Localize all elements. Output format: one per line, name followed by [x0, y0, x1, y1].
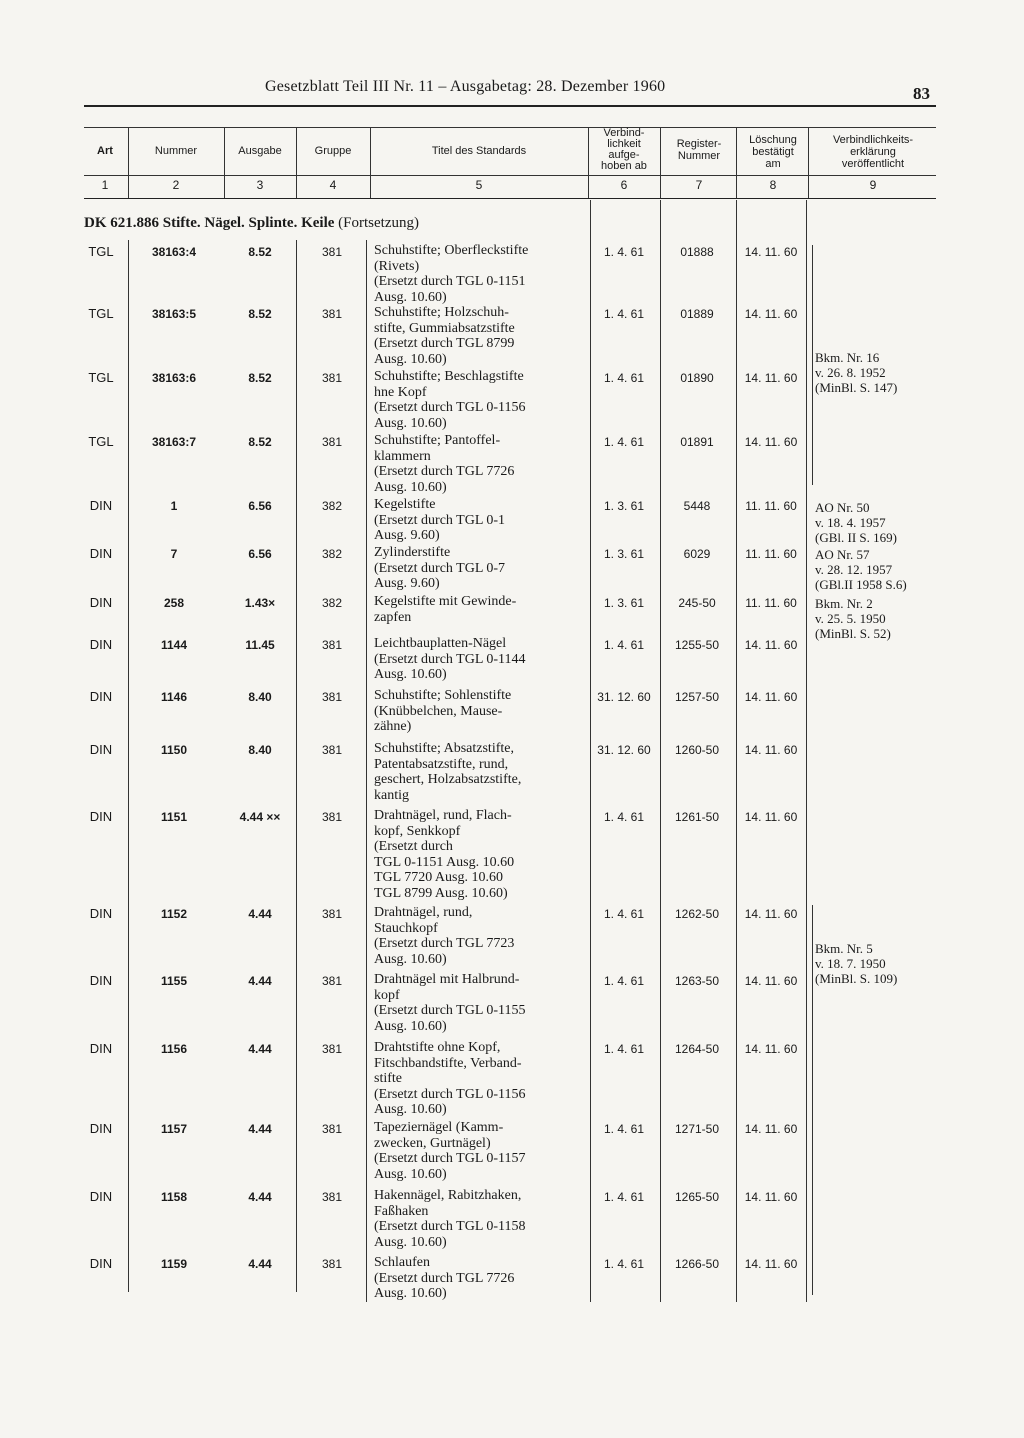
column-number: 4 — [329, 178, 337, 192]
row-gruppe: 381 — [321, 1190, 343, 1204]
row-register-nummer: 5448 — [683, 499, 711, 513]
row-aufgehoben-ab: 1. 4. 61 — [603, 1190, 645, 1204]
row-gruppe: 381 — [321, 1122, 343, 1136]
row-gruppe: 381 — [321, 743, 343, 757]
row-aufgehoben-ab: 1. 4. 61 — [603, 638, 645, 652]
row-register-nummer: 01889 — [680, 307, 714, 321]
row-titel: Schuhstifte; Sohlenstifte (Knübbelchen, Mause- zähne) — [374, 688, 512, 734]
row-gruppe: 381 — [321, 435, 343, 449]
group-brace — [812, 245, 813, 485]
row-aufgehoben-ab: 1. 4. 61 — [603, 810, 645, 824]
row-art: TGL — [88, 306, 114, 321]
row-gruppe: 381 — [321, 1257, 343, 1271]
row-gruppe: 382 — [321, 596, 343, 610]
row-loeschung: 14. 11. 60 — [744, 1257, 798, 1271]
row-aufgehoben-ab: 1. 4. 61 — [603, 307, 645, 321]
row-register-nummer: 1255-50 — [674, 638, 720, 652]
row-nummer: 38163:4 — [151, 245, 197, 259]
row-ausgabe: 4.44 — [248, 1042, 272, 1056]
row-register-nummer: 1265-50 — [674, 1190, 720, 1204]
column-number: 6 — [620, 178, 628, 192]
row-loeschung: 14. 11. 60 — [744, 1122, 798, 1136]
row-ausgabe: 4.44 ×× — [239, 810, 281, 824]
row-art: DIN — [89, 1189, 113, 1204]
row-loeschung: 11. 11. 60 — [745, 499, 797, 513]
row-nummer: 38163:5 — [151, 307, 197, 321]
row-register-nummer: 6029 — [683, 547, 711, 561]
header-gruppe: Gruppe — [314, 145, 352, 157]
row-register-nummer: 01890 — [680, 371, 714, 385]
row-nummer: 1156 — [160, 1042, 188, 1056]
col-divider — [588, 127, 589, 198]
row-nummer: 38163:6 — [151, 371, 197, 385]
row-aufgehoben-ab: 31. 12. 60 — [597, 743, 651, 757]
header-rule — [84, 105, 936, 107]
row-loeschung: 11. 11. 60 — [745, 547, 797, 561]
row-titel: Drahtstifte ohne Kopf, Fitschbandstifte, Verband- stifte (Ersetzt durch TGL 0-1156 Ausg. 10.60) — [374, 1040, 526, 1117]
row-gruppe: 381 — [321, 974, 343, 988]
header-nummer: Nummer — [154, 145, 198, 157]
row-loeschung: 14. 11. 60 — [744, 435, 798, 449]
row-ausgabe: 11.45 — [245, 638, 275, 652]
header-titel: Titel des Standards — [431, 145, 527, 157]
column-number: 2 — [172, 178, 180, 192]
row-register-nummer: 1263-50 — [674, 974, 720, 988]
row-titel: Kegelstifte (Ersetzt durch TGL 0-1 Ausg. 9.60) — [374, 497, 506, 543]
note-bkm-16: Bkm. Nr. 16 v. 26. 8. 1952 (MinBl. S. 147) — [815, 350, 898, 395]
row-nummer: 1150 — [160, 743, 188, 757]
header-loeschung: Löschung bestätigt am — [749, 134, 797, 170]
row-aufgehoben-ab: 1. 4. 61 — [603, 435, 645, 449]
note-ao-50: AO Nr. 50 v. 18. 4. 1957 (GBl. II S. 169) — [815, 500, 897, 545]
row-titel: Schuhstifte; Beschlagstifte hne Kopf (Ersetzt durch TGL 0-1156 Ausg. 10.60) — [374, 369, 526, 431]
header-verbindlichkeitserklaerung: Verbindlichkeits- erklärung veröffentlicht — [832, 134, 914, 170]
header-art: Art — [97, 145, 113, 157]
row-art: DIN — [89, 906, 113, 921]
row-loeschung: 14. 11. 60 — [744, 371, 798, 385]
row-ausgabe: 8.52 — [248, 435, 272, 449]
row-nummer: 7 — [170, 547, 178, 561]
col-divider — [128, 127, 129, 198]
header-register: Register- Nummer — [676, 138, 722, 162]
row-aufgehoben-ab: 1. 4. 61 — [603, 1122, 645, 1136]
row-gruppe: 381 — [321, 690, 343, 704]
note-bkm-5: Bkm. Nr. 5 v. 18. 7. 1950 (MinBl. S. 109) — [815, 941, 898, 986]
row-titel: Tapeziernägel (Kamm- zwecken, Gurtnägel) (Ersetzt durch TGL 0-1157 Ausg. 10.60) — [374, 1120, 526, 1182]
row-loeschung: 11. 11. 60 — [745, 596, 797, 610]
row-gruppe: 381 — [321, 638, 343, 652]
row-ausgabe: 4.44 — [248, 1257, 272, 1271]
row-aufgehoben-ab: 31. 12. 60 — [597, 690, 651, 704]
body-col-divider — [128, 240, 129, 1292]
row-nummer: 258 — [163, 596, 185, 610]
row-titel: Drahtnägel mit Halbrund- kopf (Ersetzt durch TGL 0-1155 Ausg. 10.60) — [374, 972, 526, 1034]
row-register-nummer: 1257-50 — [674, 690, 720, 704]
col-divider — [808, 127, 809, 198]
row-nummer: 1151 — [160, 810, 188, 824]
row-titel: Leichtbauplatten-Nägel (Ersetzt durch TGL 0-1144 Ausg. 10.60) — [374, 636, 526, 682]
row-loeschung: 14. 11. 60 — [744, 690, 798, 704]
row-gruppe: 381 — [321, 810, 343, 824]
row-nummer: 1158 — [160, 1190, 188, 1204]
row-ausgabe: 4.44 — [248, 907, 272, 921]
row-loeschung: 14. 11. 60 — [744, 638, 798, 652]
row-nummer: 1155 — [160, 974, 188, 988]
row-aufgehoben-ab: 1. 4. 61 — [603, 974, 645, 988]
row-nummer: 38163:7 — [151, 435, 197, 449]
header-ausgabe: Ausgabe — [238, 145, 282, 157]
row-aufgehoben-ab: 1. 3. 61 — [603, 596, 645, 610]
row-titel: Schuhstifte; Absatzstifte, Patentabsatzstifte, rund, geschert, Holzabsatzstifte, kantig — [374, 741, 522, 803]
table-rule-bottom — [84, 198, 936, 199]
row-aufgehoben-ab: 1. 4. 61 — [603, 907, 645, 921]
row-nummer: 1157 — [160, 1122, 188, 1136]
col-divider — [370, 127, 371, 198]
row-art: DIN — [89, 637, 113, 652]
row-aufgehoben-ab: 1. 4. 61 — [603, 1257, 645, 1271]
row-titel: Schlaufen (Ersetzt durch TGL 7726 Ausg. 10.60) — [374, 1255, 515, 1301]
section-title-rest: (Fortsetzung) — [334, 215, 419, 231]
header-verbindlichkeit: Verbind- lichkeit aufge- hoben ab — [601, 127, 647, 172]
row-ausgabe: 6.56 — [248, 547, 272, 561]
row-art: DIN — [89, 1121, 113, 1136]
section-title — [84, 215, 419, 232]
row-loeschung: 14. 11. 60 — [744, 810, 798, 824]
row-gruppe: 381 — [321, 245, 343, 259]
row-gruppe: 381 — [321, 371, 343, 385]
row-loeschung: 14. 11. 60 — [744, 1042, 798, 1056]
row-gruppe: 381 — [321, 1042, 343, 1056]
row-register-nummer: 01891 — [680, 435, 714, 449]
row-titel: Schuhstifte; Holzschuh- stifte, Gummiabsatzstifte (Ersetzt durch TGL 8799 Ausg. 10.60) — [374, 305, 515, 367]
row-titel: Zylinderstifte (Ersetzt durch TGL 0-7 Ausg. 9.60) — [374, 545, 506, 591]
row-register-nummer: 1271-50 — [674, 1122, 720, 1136]
row-gruppe: 381 — [321, 307, 343, 321]
row-gruppe: 382 — [321, 499, 343, 513]
body-col-divider — [366, 240, 367, 1302]
row-loeschung: 14. 11. 60 — [744, 907, 798, 921]
note-bkm-2: Bkm. Nr. 2 v. 25. 5. 1950 (MinBl. S. 52) — [815, 596, 891, 641]
col-divider — [296, 127, 297, 198]
row-titel: Hakennägel, Rabitzhaken, Faßhaken (Ersetzt durch TGL 0-1158 Ausg. 10.60) — [374, 1188, 526, 1250]
row-ausgabe: 8.40 — [248, 743, 272, 757]
col-divider — [224, 127, 225, 198]
note-ao-57: AO Nr. 57 v. 28. 12. 1957 (GBl.II 1958 S.6) — [815, 547, 907, 592]
row-art: TGL — [88, 434, 114, 449]
column-number: 5 — [475, 178, 483, 192]
row-art: DIN — [89, 809, 113, 824]
col-divider — [736, 127, 737, 198]
body-col-divider — [660, 200, 661, 1302]
row-nummer: 1146 — [160, 690, 188, 704]
row-art: DIN — [89, 742, 113, 757]
row-titel: Schuhstifte; Pantoffel- klammern (Ersetzt durch TGL 7726 Ausg. 10.60) — [374, 433, 515, 495]
row-aufgehoben-ab: 1. 3. 61 — [603, 499, 645, 513]
row-art: DIN — [89, 973, 113, 988]
column-number: 8 — [769, 178, 777, 192]
section-title-bold: DK 621.886 Stifte. Nägel. Splinte. Keile — [84, 215, 335, 231]
row-aufgehoben-ab: 1. 4. 61 — [603, 245, 645, 259]
row-register-nummer: 1266-50 — [674, 1257, 720, 1271]
row-register-nummer: 1264-50 — [674, 1042, 720, 1056]
row-loeschung: 14. 11. 60 — [744, 743, 798, 757]
row-art: TGL — [88, 244, 114, 259]
row-art: TGL — [88, 370, 114, 385]
row-art: DIN — [89, 1041, 113, 1056]
row-gruppe: 381 — [321, 907, 343, 921]
row-loeschung: 14. 11. 60 — [744, 307, 798, 321]
row-ausgabe: 8.52 — [248, 371, 272, 385]
row-loeschung: 14. 11. 60 — [744, 1190, 798, 1204]
row-loeschung: 14. 11. 60 — [744, 974, 798, 988]
row-ausgabe: 8.52 — [248, 307, 272, 321]
row-titel: Schuhstifte; Oberfleckstifte (Rivets) (Ersetzt durch TGL 0-1151 Ausg. 10.60) — [374, 243, 529, 305]
row-titel: Kegelstifte mit Gewinde- zapfen — [374, 594, 517, 625]
column-number: 3 — [256, 178, 264, 192]
row-ausgabe: 4.44 — [248, 1190, 272, 1204]
row-loeschung: 14. 11. 60 — [744, 245, 798, 259]
row-art: DIN — [89, 498, 113, 513]
row-titel: Drahtnägel, rund, Stauchkopf (Ersetzt durch TGL 7723 Ausg. 10.60) — [374, 905, 515, 967]
page-number: 83 — [913, 84, 930, 103]
row-aufgehoben-ab: 1. 3. 61 — [603, 547, 645, 561]
row-register-nummer: 1262-50 — [674, 907, 720, 921]
col-divider — [660, 127, 661, 198]
row-nummer: 1152 — [160, 907, 188, 921]
row-art: DIN — [89, 546, 113, 561]
row-register-nummer: 1261-50 — [674, 810, 720, 824]
column-number: 7 — [695, 178, 703, 192]
group-brace — [812, 905, 813, 1295]
row-ausgabe: 6.56 — [248, 499, 272, 513]
row-gruppe: 382 — [321, 547, 343, 561]
row-nummer: 1144 — [160, 638, 188, 652]
row-art: DIN — [89, 595, 113, 610]
row-titel: Drahtnägel, rund, Flach- kopf, Senkkopf (Ersetzt durch TGL 0-1151 Ausg. 10.60 TGL 7720 Ausg. 10.60 TGL 8799 Ausg. 10.60) — [374, 808, 515, 901]
row-ausgabe: 1.43× — [244, 596, 276, 610]
column-number: 9 — [869, 178, 877, 192]
column-number: 1 — [101, 178, 109, 192]
row-nummer: 1159 — [160, 1257, 188, 1271]
row-register-nummer: 245-50 — [678, 596, 716, 610]
body-col-divider — [806, 200, 807, 1302]
row-register-nummer: 01888 — [680, 245, 714, 259]
body-col-divider — [296, 240, 297, 1292]
row-nummer: 1 — [170, 499, 178, 513]
row-aufgehoben-ab: 1. 4. 61 — [603, 371, 645, 385]
row-ausgabe: 8.40 — [248, 690, 272, 704]
row-register-nummer: 1260-50 — [674, 743, 720, 757]
running-head: Gesetzblatt Teil III Nr. 11 – Ausgabetag: 28. Dezember 1960 — [265, 78, 666, 95]
row-ausgabe: 4.44 — [248, 974, 272, 988]
row-aufgehoben-ab: 1. 4. 61 — [603, 1042, 645, 1056]
row-art: DIN — [89, 1256, 113, 1271]
row-ausgabe: 4.44 — [248, 1122, 272, 1136]
row-art: DIN — [89, 689, 113, 704]
row-ausgabe: 8.52 — [248, 245, 272, 259]
